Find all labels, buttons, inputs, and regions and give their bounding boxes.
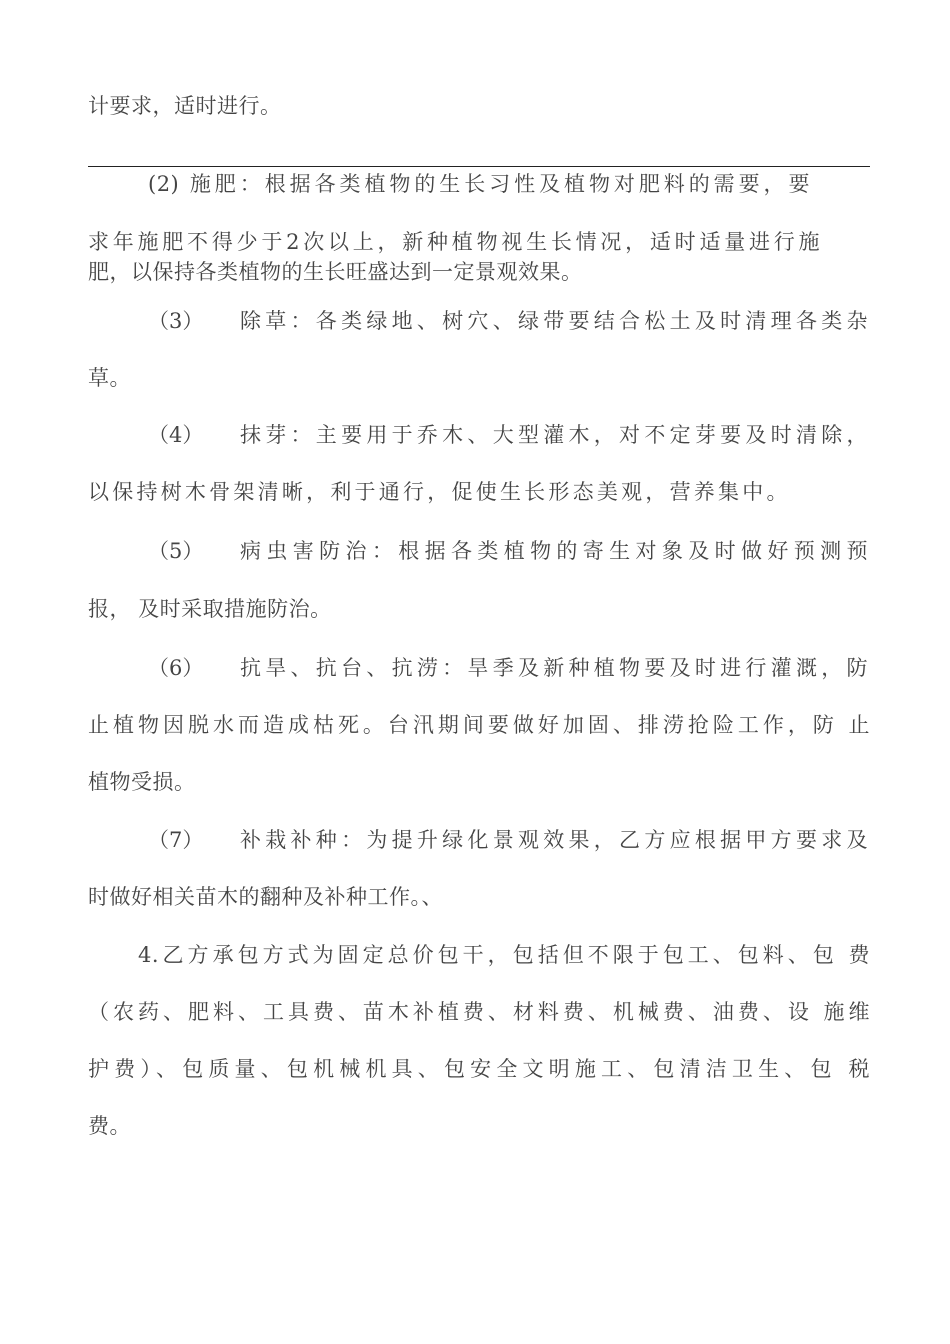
- item-7-number: （7）: [148, 828, 204, 852]
- item-6-line-3: 植物受损。: [88, 770, 196, 794]
- item-6-line-1: 抗旱、抗台、抗涝：旱季及新种植物要及时进行灌溉，防: [240, 656, 868, 680]
- horizontal-divider: [88, 166, 870, 167]
- clause-4-line-2: （农药、肥料、工具费、苗木补植费、材料费、机械费、油费、设 施维: [88, 1000, 870, 1024]
- paragraph-line: 计要求，适时进行。: [88, 94, 282, 118]
- item-5-line-1: 病虫害防治：根据各类植物的寄生对象及时做好预测预: [240, 539, 868, 563]
- item-5-number: （5）: [148, 539, 204, 563]
- item-6-line-2: 止植物因脱水而造成枯死。台汛期间要做好加固、排涝抢险工作，防 止: [88, 713, 870, 737]
- clause-4-line-4: 费。: [88, 1114, 131, 1138]
- item-2-line-3: 肥，以保持各类植物的生长旺盛达到一定景观效果。: [88, 260, 583, 284]
- item-7-line-2: 时做好相关苗木的翻种及补种工作。、: [88, 885, 443, 909]
- item-4-line-2: 以保持树木骨架清晰，利于通行，促使生长形态美观，营养集中。: [88, 480, 788, 504]
- item-5-line-2: 报， 及时采取措施防治。: [88, 597, 332, 621]
- item-7-line-1: 补栽补种：为提升绿化景观效果，乙方应根据甲方要求及: [240, 828, 868, 852]
- item-2-line-1: (2) 施肥：根据各类植物的生长习性及植物对肥料的需要，要: [148, 172, 810, 196]
- item-3-number: （3）: [148, 309, 204, 333]
- item-3-line-1: 除草：各类绿地、树穴、绿带要结合松土及时清理各类杂: [240, 309, 868, 333]
- item-2-line-2: 求年施肥不得少于2次以上，新种植物视生长情况，适时适量进行施: [88, 230, 820, 254]
- clause-4-line-1: 4.乙方承包方式为固定总价包干，包括但不限于包工、包料、包 费: [138, 943, 870, 967]
- item-4-line-1: 抹芽：主要用于乔木、大型灌木，对不定芽要及时清除，: [240, 423, 868, 447]
- item-3-line-2: 草。: [88, 366, 131, 390]
- item-6-number: （6）: [148, 656, 204, 680]
- clause-4-line-3: 护费）、包质量、包机械机具、包安全文明施工、包清洁卫生、包 税: [88, 1057, 870, 1081]
- item-4-number: （4）: [148, 423, 204, 447]
